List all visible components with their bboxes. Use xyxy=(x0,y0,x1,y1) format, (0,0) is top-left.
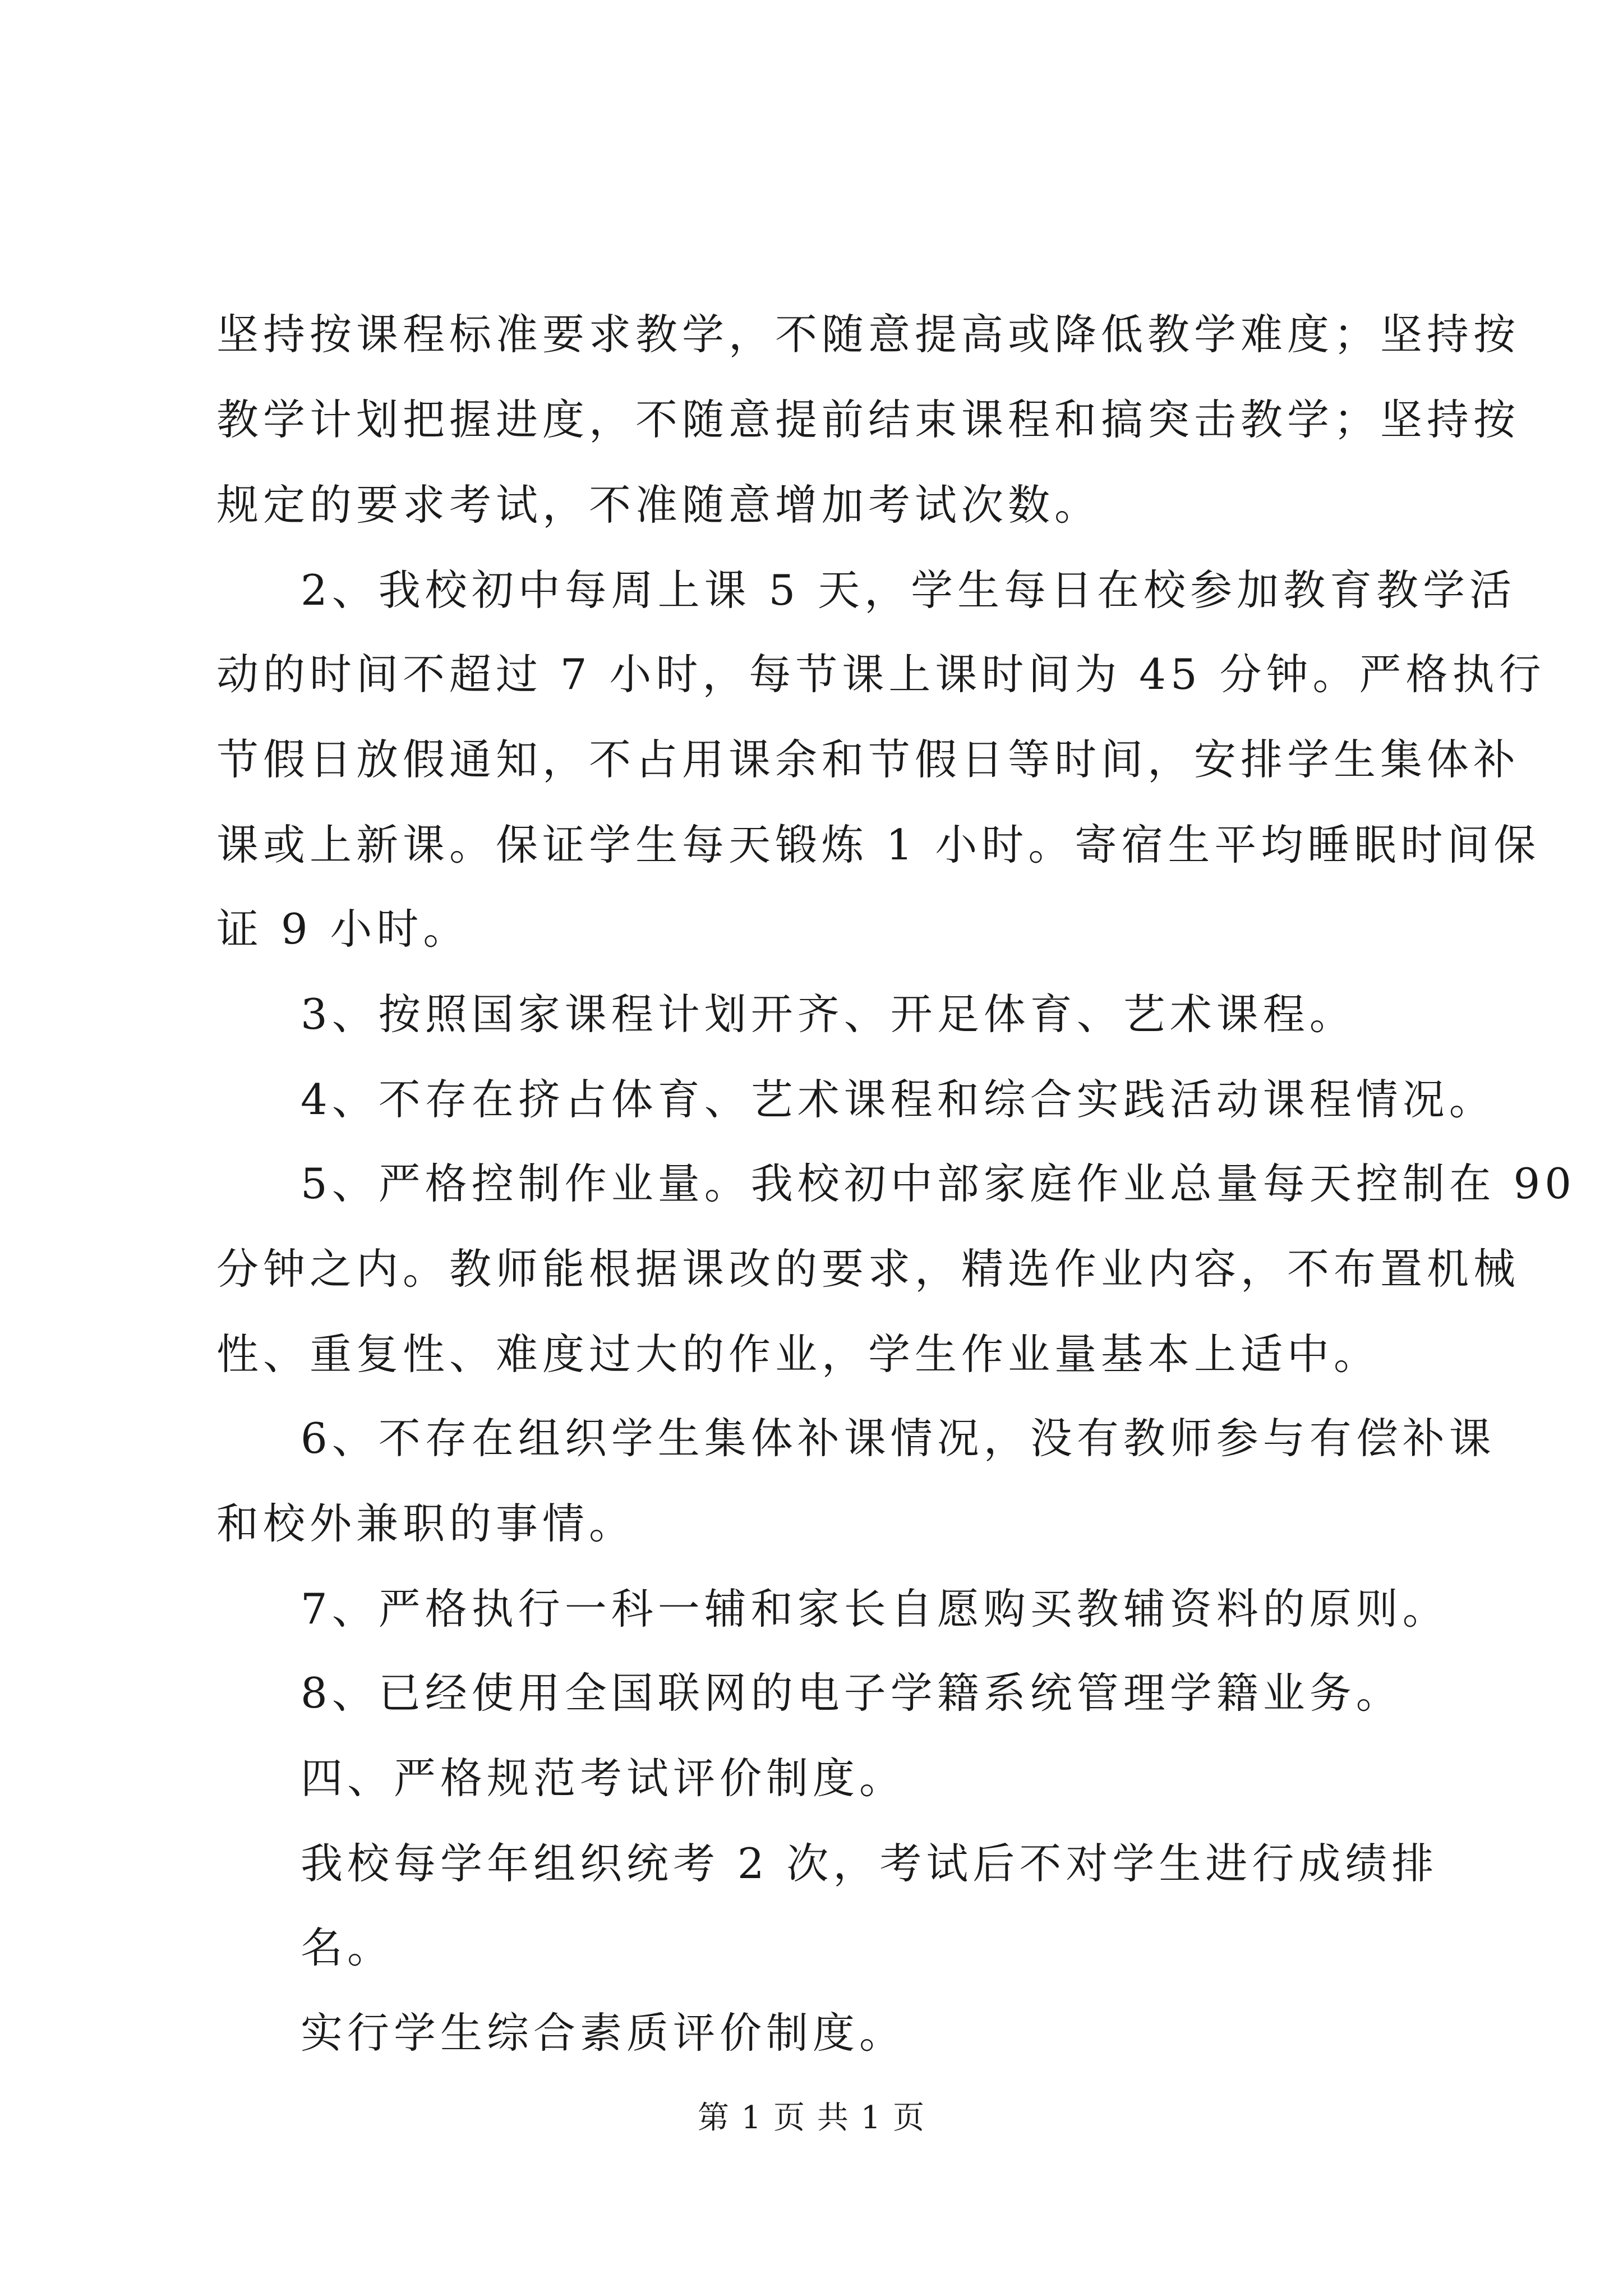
body-line: 5、严格控制作业量。我校初中部家庭作业总量每天控制在 90 xyxy=(301,1159,1576,1208)
body-line: 教学计划把握进度，不随意提前结束课程和搞突击教学；坚持按 xyxy=(216,395,1520,444)
body-line: 动的时间不超过 7 小时，每节课上课时间为 45 分钟。严格执行 xyxy=(216,650,1546,699)
section-heading: 四、严格规范考试评价制度。 xyxy=(301,1754,906,1803)
body-line: 坚持按课程标准要求教学，不随意提高或降低教学难度；坚持按 xyxy=(216,310,1520,359)
body-line: 名。 xyxy=(301,1923,394,1972)
body-line: 7、严格执行一科一辅和家长自愿购买教辅资料的原则。 xyxy=(301,1584,1449,1634)
body-line: 性、重复性、难度过大的作业，学生作业量基本上适中。 xyxy=(216,1329,1381,1379)
body-line: 规定的要求考试，不准随意增加考试次数。 xyxy=(216,480,1101,530)
body-line: 实行学生综合素质评价制度。 xyxy=(301,2008,906,2058)
body-line: 节假日放假通知，不占用课余和节假日等时间，安排学生集体补 xyxy=(216,735,1520,784)
body-line: 8、已经使用全国联网的电子学籍系统管理学籍业务。 xyxy=(301,1668,1403,1718)
body-line: 3、按照国家课程计划开齐、开足体育、艺术课程。 xyxy=(301,990,1356,1039)
body-line: 我校每学年组织统考 2 次，考试后不对学生进行成绩排 xyxy=(301,1839,1438,1888)
body-line: 6、不存在组织学生集体补课情况，没有教师参与有偿补课 xyxy=(301,1414,1496,1463)
body-line: 4、不存在挤占体育、艺术课程和综合实践活动课程情况。 xyxy=(301,1075,1496,1124)
body-line: 分钟之内。教师能根据课改的要求，精选作业内容，不布置机械 xyxy=(216,1244,1520,1294)
body-line: 课或上新课。保证学生每天锻炼 1 小时。寄宿生平均睡眠时间保 xyxy=(216,820,1541,869)
body-line: 2、我校初中每周上课 5 天，学生每日在校参加教育教学活 xyxy=(301,565,1516,615)
page-number-footer: 第 1 页 共 1 页 xyxy=(697,2100,926,2136)
body-line: 证 9 小时。 xyxy=(216,904,470,954)
body-line: 和校外兼职的事情。 xyxy=(216,1499,636,1548)
